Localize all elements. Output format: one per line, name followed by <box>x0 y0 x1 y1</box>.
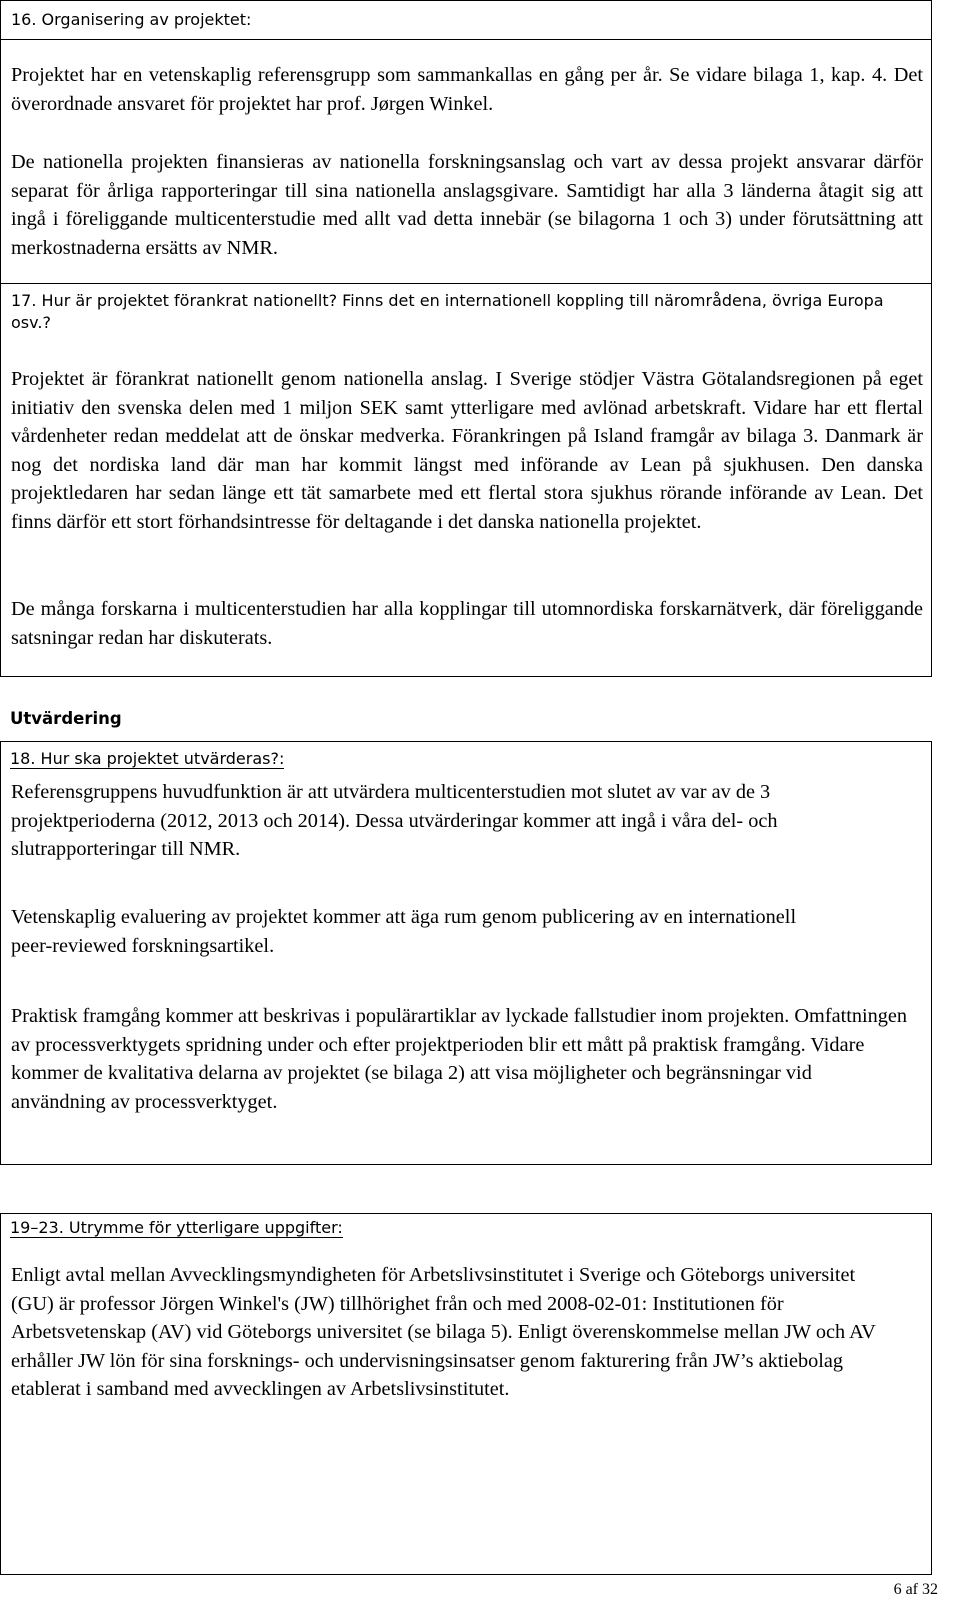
section-18-paragraph-2: Vetenskaplig evaluering av projektet kommer att äga rum genom publicering av en internationell peer-reviewed forskningsartikel. <box>11 906 797 957</box>
section-19-23-heading: 19–23. Utrymme för ytterligare uppgifter: <box>10 1218 343 1237</box>
section-16-header-box <box>0 0 932 40</box>
section-17-heading: 17. Hur är projektet förankrat nationellt? Finns det en internationell koppling till närområdena, övriga Europa osv.? <box>11 291 884 332</box>
section-16-paragraph-1: Projektet har en vetenskaplig referensgrupp som sammankallas en gång per år. Se vidare bilaga 1, kap. 4. Det överordnade ansvaret för projektet har prof. Jørgen Winkel. <box>11 64 923 115</box>
section-16-17-box <box>0 39 932 677</box>
section-18-paragraph-1: Referensgruppens huvudfunktion är att utvärdera multicenterstudien mot slutet av var av de 3 projektperioderna (2012, 2013 och 2014). Dessa utvärderingar kommer att ingå i våra del- och slutrapporteringar till NMR. <box>11 781 778 861</box>
section-16-heading: 16. Organisering av projektet: <box>11 10 252 29</box>
page-number: 6 af 32 <box>893 1581 938 1598</box>
evaluation-section-title: Utvärdering <box>10 709 122 728</box>
section-18-heading: 18. Hur ska projektet utvärderas?: <box>10 749 285 768</box>
section-19-23-paragraph-1: Enligt avtal mellan Avvecklingsmyndigheten för Arbetslivsinstitutet i Sverige och Göteborgs universitet (GU) är professor Jörgen Winkel's (JW) tillhörighet från och med 2008-02-01: Institutionen för Arbetsvetenskap (AV) vid Göteborgs universitet (se bilaga 5). Enligt överenskommelse mellan JW och AV erhåller JW lön för sina forsknings- och undervisningsinsatser genom fakturering från JW’s aktiebolag etablerat i samband med avvecklingen av Arbetslivsinstitutet. <box>11 1264 876 1401</box>
section-divider <box>1 283 931 284</box>
section-18-paragraph-3: Praktisk framgång kommer att beskrivas i populärartiklar av lyckade fallstudier inom projekten. Omfattningen av processverktygets spridning under och efter projektperioden blir ett mått på praktisk framgång. Vidare kommer de kvalitativa delarna av projektet (se bilaga 2) att visa möjligheter och begränsningar vid användning av processverktyget. <box>11 1005 908 1113</box>
section-18-box <box>0 741 932 1165</box>
section-17-paragraph-1: Projektet är förankrat nationellt genom nationella anslag. I Sverige stödjer Västra Götalandsregionen på eget initiativ den svenska delen med 1 miljon SEK samt ytterligare med avlönad arbetskraft. Vidare har ett flertal vårdenheter redan meddelat att de önskar medverka. Förankringen på Island framgår av bilaga 3. Danmark är nog det nordiska land där man har kommit längst med införande av Lean på sjukhusen. Den danska projektledaren har sedan länge ett tät samarbete med ett flertal stora sjukhus rörande införande av Lean. Det finns därför ett stort förhandsintresse för deltagande i det danska nationella projektet. <box>11 368 923 533</box>
section-17-paragraph-2: De många forskarna i multicenterstudien har alla kopplingar till utomnordiska forskarnätverk, där föreliggande satsningar redan har diskuterats. <box>11 598 923 649</box>
section-19-23-box <box>0 1213 932 1575</box>
section-16-paragraph-2: De nationella projekten finansieras av nationella forskningsanslag och vart av dessa projekt ansvarar därför separat för årliga rapporteringar till sina nationella anslagsgivare. Samtidigt har alla 3 länderna åtagit sig att ingå i föreliggande multicenterstudie med allt vad detta innebär (se bilagorna 1 och 3) under förutsättning att merkostnaderna ersätts av NMR. <box>11 151 923 259</box>
